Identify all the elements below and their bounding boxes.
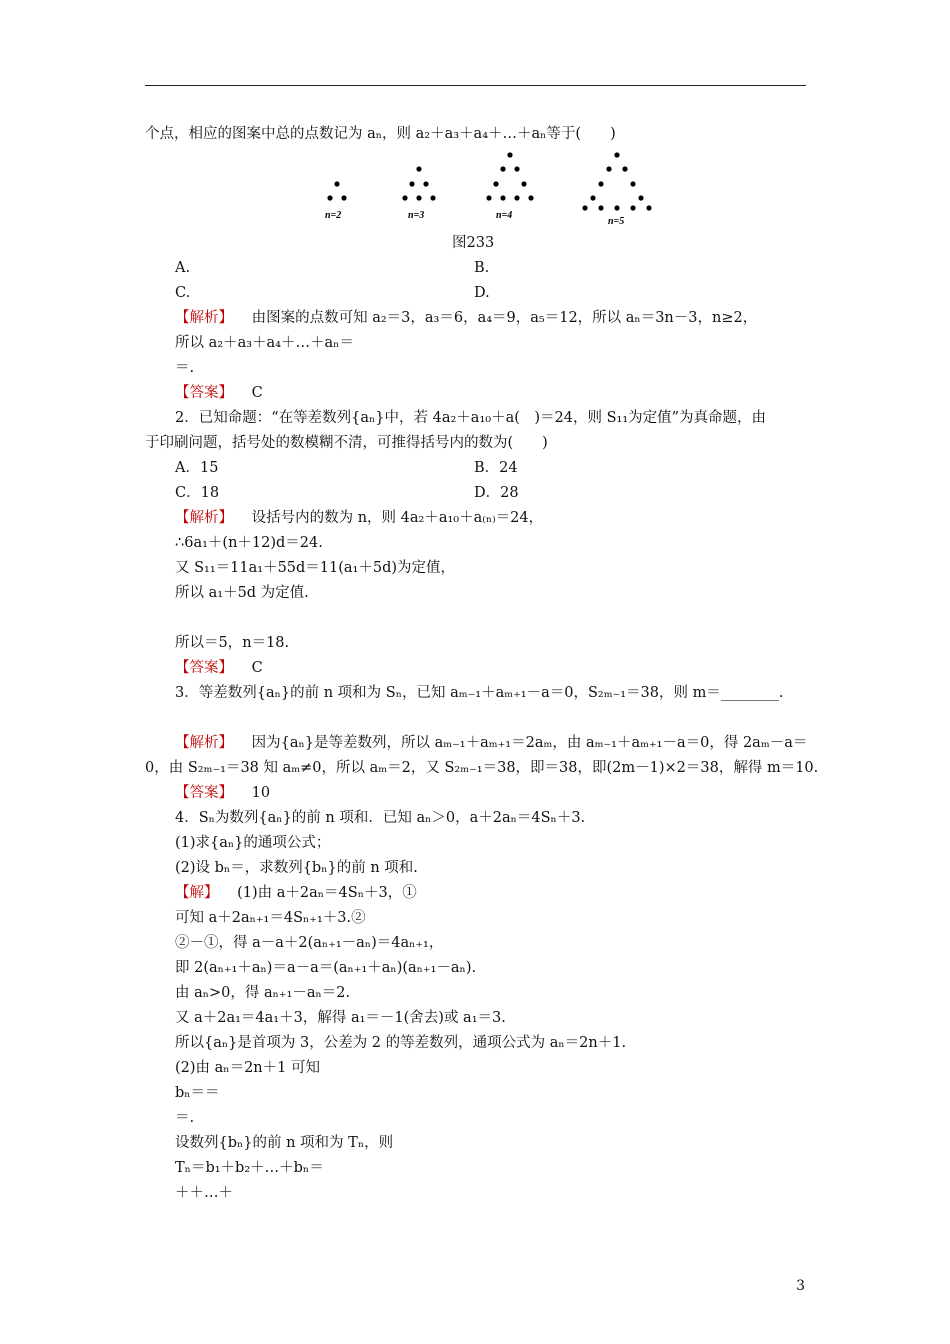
dot — [402, 195, 407, 200]
answer-label: 【答案】 — [175, 785, 233, 801]
analysis-text: 因为{aₙ}是等差数列，所以 aₘ₋₁＋aₘ₊₁＝2aₘ，由 aₘ₋₁＋aₘ₊₁－a＝0，得 2aₘ－a＝ — [251, 735, 808, 751]
text-line: 0，由 S₂ₘ₋₁＝38 知 aₘ≠0，所以 aₘ＝2，又 S₂ₘ₋₁＝38，即＝38，即(2m－1)×2＝38，解得 m＝10. — [145, 760, 819, 776]
answer-value: C — [251, 385, 263, 401]
text-line: ＝. — [175, 360, 195, 376]
question-2: 2．已知命题：“在等差数列{aₙ}中，若 4a₂＋a₁₀＋a( )＝24，则 S₁₁为定值”为真命题，由 — [175, 410, 767, 426]
text-line: 所以{aₙ}是首项为 3，公差为 2 的等差数列，通项公式为 aₙ＝2n＋1. — [175, 1035, 627, 1051]
dot — [341, 195, 346, 200]
dot — [416, 195, 421, 200]
analysis-line — [175, 308, 757, 328]
figure-label: n=4 — [496, 210, 513, 221]
option-b: B. — [474, 260, 490, 276]
text-line: (2)设 bₙ＝，求数列{bₙ}的前 n 项和. — [175, 860, 418, 876]
solution-text: (1)由 a＋2aₙ＝4Sₙ＋3，① — [237, 885, 417, 901]
dot — [486, 195, 491, 200]
solution-line — [175, 883, 417, 903]
figure-caption: 图233 — [452, 235, 495, 251]
dot — [334, 181, 339, 186]
dot — [423, 181, 428, 186]
dot-pattern-figure — [318, 150, 658, 226]
text-line: 又 a＋2a₁＝4a₁＋3，解得 a₁＝－1(舍去)或 a₁＝3. — [175, 1010, 506, 1026]
text-line: (1)求{aₙ}的通项公式； — [175, 835, 331, 851]
analysis-label: 【解析】 — [175, 310, 233, 326]
solution-label: 【解】 — [175, 885, 219, 901]
text-line: bₙ＝＝ — [175, 1085, 220, 1101]
dot — [622, 166, 627, 171]
dot — [582, 205, 587, 210]
figure-label: n=2 — [325, 210, 342, 221]
dot — [590, 195, 595, 200]
answer-value: C — [251, 660, 263, 676]
dot — [514, 166, 519, 171]
text-line: ＝. — [175, 1110, 195, 1126]
dot — [493, 181, 498, 186]
figure-label: n=5 — [608, 216, 625, 226]
dot — [521, 181, 526, 186]
analysis-label: 【解析】 — [175, 735, 233, 751]
figure-label: n=3 — [408, 210, 425, 221]
dot — [528, 195, 533, 200]
analysis-text: 设括号内的数为 n，则 4a₂＋a₁₀＋a₍ₙ₎＝24， — [251, 510, 544, 526]
analysis-line — [175, 508, 543, 528]
option-d: D. — [474, 285, 490, 301]
text-line: 由 aₙ>0，得 aₙ₊₁－aₙ＝2. — [175, 985, 351, 1001]
text-line: 所以 a₁＋5d 为定值. — [175, 585, 309, 601]
page-number: 3 — [796, 1278, 805, 1294]
dot — [514, 195, 519, 200]
dot — [409, 181, 414, 186]
dot — [500, 166, 505, 171]
header-rule — [145, 85, 806, 86]
option-a: A. — [175, 260, 191, 276]
dot — [430, 195, 435, 200]
text-line: 个点，相应的图案中总的点数记为 aₙ，则 a₂＋a₃＋a₄＋…＋aₙ等于( ) — [145, 126, 616, 142]
dot — [500, 195, 505, 200]
dot — [598, 205, 603, 210]
text-line: 所以＝5，n＝18. — [175, 635, 290, 651]
analysis-label: 【解析】 — [175, 510, 233, 526]
question-3: 3．等差数列{aₙ}的前 n 项和为 Sₙ，已知 aₘ₋₁＋aₘ₊₁－a＝0，S₂ₘ₋₁＝38，则 m＝________. — [175, 685, 784, 701]
answer-line — [175, 383, 263, 403]
text-line: 可知 a＋2aₙ₊₁＝4Sₙ₊₁＋3.② — [175, 910, 366, 926]
dot — [614, 152, 619, 157]
text-line: 于印刷问题，括号处的数模糊不清，可推得括号内的数为( ) — [145, 435, 548, 451]
answer-line — [175, 658, 263, 678]
question-4: 4．Sₙ为数列{aₙ}的前 n 项和．已知 aₙ＞0，a＋2aₙ＝4Sₙ＋3. — [175, 810, 586, 826]
dot — [598, 181, 603, 186]
text-line: Tₙ＝b₁＋b₂＋…＋bₙ＝ — [175, 1160, 324, 1176]
analysis-line — [175, 733, 807, 753]
text-line: 所以 a₂＋a₃＋a₄＋…＋aₙ＝ — [175, 335, 354, 351]
dot — [614, 205, 619, 210]
dot — [646, 205, 651, 210]
text-line: 设数列{bₙ}的前 n 项和为 Tₙ，则 — [175, 1135, 394, 1151]
answer-line — [175, 783, 270, 803]
dot — [630, 181, 635, 186]
dot — [327, 195, 332, 200]
dot — [606, 166, 611, 171]
option-b: B．24 — [474, 460, 518, 476]
dot — [630, 205, 635, 210]
option-c: C．18 — [175, 485, 220, 501]
dot — [507, 152, 512, 157]
text-line: ∴6a₁＋(n＋12)d＝24. — [175, 535, 323, 551]
text-line: 又 S₁₁＝11a₁＋55d＝11(a₁＋5d)为定值， — [175, 560, 456, 576]
option-a: A．15 — [175, 460, 219, 476]
dot — [638, 195, 643, 200]
option-c: C. — [175, 285, 191, 301]
text-line: (2)由 aₙ＝2n＋1 可知 — [175, 1060, 320, 1076]
answer-label: 【答案】 — [175, 660, 233, 676]
option-d: D．28 — [474, 485, 519, 501]
answer-label: 【答案】 — [175, 385, 233, 401]
answer-value: 10 — [251, 785, 271, 801]
dot — [416, 166, 421, 171]
text-line: 即 2(aₙ₊₁＋aₙ)＝a－a＝(aₙ₊₁＋aₙ)(aₙ₊₁－aₙ). — [175, 960, 477, 976]
text-line: ＋＋…＋ — [175, 1185, 233, 1201]
analysis-text: 由图案的点数可知 a₂＝3，a₃＝6，a₄＝9，a₅＝12，所以 aₙ＝3n－3，n≥2， — [251, 310, 758, 326]
text-line: ②－①，得 a－a＋2(aₙ₊₁－aₙ)＝4aₙ₊₁， — [175, 935, 444, 951]
